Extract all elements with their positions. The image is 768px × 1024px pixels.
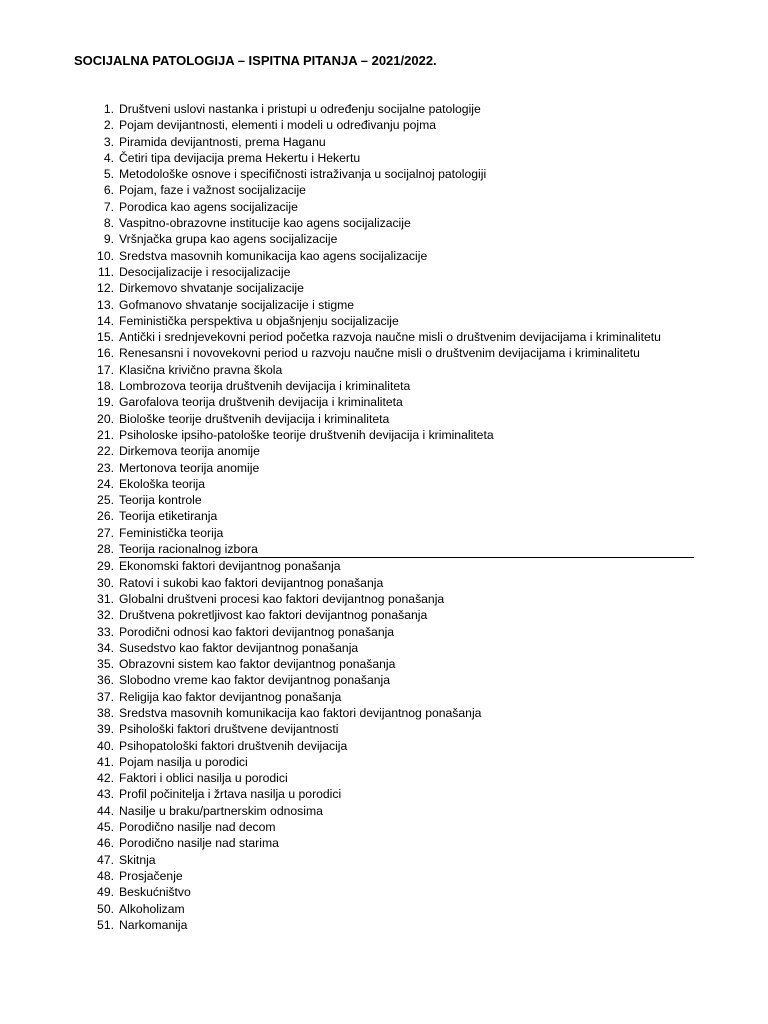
question-item <box>0 215 768 231</box>
question-text: Metodološke osnove i specifičnosti istraživanja u socijalnoj patologiji <box>119 167 487 182</box>
question-item <box>0 884 768 900</box>
question-number: 10. <box>97 248 114 263</box>
question-text: Društveni uslovi nastanka i pristupi u određenju socijalne patologije <box>119 102 481 116</box>
question-item <box>0 868 768 884</box>
question-item <box>0 721 768 737</box>
question-item <box>0 150 768 166</box>
question-item <box>0 689 768 705</box>
question-text: Vaspitno-obrazovne institucije kao agens socijalizacije <box>119 216 411 231</box>
question-item <box>0 575 768 591</box>
question-item <box>0 558 768 574</box>
question-number: 3. <box>103 134 114 149</box>
question-number: 27. <box>97 525 114 540</box>
question-text: Desocijalizacije i resocijalizacije <box>119 264 291 279</box>
question-text: Pojam nasilja u porodici <box>119 754 248 769</box>
question-text: Susedstvo kao faktor devijantnog ponašanja <box>119 640 359 655</box>
question-item <box>0 101 768 117</box>
question-item <box>0 362 768 378</box>
question-item <box>0 508 768 524</box>
question-number: 47. <box>97 852 114 867</box>
question-text: Porodično nasilje nad decom <box>119 820 276 835</box>
question-number: 15. <box>97 330 114 345</box>
question-text: Porodica kao agens socijalizacije <box>119 199 298 214</box>
question-text: Klasična krivično pravna škola <box>119 362 283 377</box>
question-item <box>0 443 768 459</box>
question-text: Vršnjačka grupa kao agens socijalizacije <box>119 232 338 247</box>
question-item <box>0 754 768 770</box>
question-text: Nasilje u braku/partnerskim odnosima <box>119 803 323 818</box>
question-text: Obrazovni sistem kao faktor devijantnog ponašanja <box>119 657 396 672</box>
question-number: 11. <box>97 264 114 279</box>
question-item <box>0 607 768 623</box>
question-number: 33. <box>97 624 114 639</box>
question-item <box>0 525 768 541</box>
question-item <box>0 624 768 640</box>
question-item <box>0 182 768 198</box>
question-text: Lombrozova teorija društvenih devijacija i kriminaliteta <box>119 379 411 394</box>
question-list <box>0 101 768 933</box>
question-text: Slobodno vreme kao faktor devijantnog ponašanja <box>119 673 391 688</box>
question-number: 48. <box>97 868 114 883</box>
question-number: 31. <box>97 591 114 606</box>
question-item <box>0 770 768 786</box>
question-text: Alkoholizam <box>119 901 185 916</box>
question-item <box>0 313 768 329</box>
question-item <box>0 329 768 345</box>
question-item <box>0 640 768 656</box>
question-text: Prosjačenje <box>119 868 183 883</box>
question-item <box>0 378 768 394</box>
question-item <box>0 803 768 819</box>
question-item <box>0 786 768 802</box>
question-text: Pojam, faze i važnost socijalizacije <box>119 183 306 198</box>
question-number: 50. <box>97 901 114 916</box>
question-text: Mertonova teorija anomije <box>119 460 260 475</box>
question-item <box>0 901 768 917</box>
question-number: 26. <box>97 509 114 524</box>
question-text: Biološke teorije društvenih devijacija i kriminaliteta <box>119 411 390 426</box>
question-text: Skitnja <box>119 852 156 867</box>
question-item <box>0 672 768 688</box>
question-item <box>0 705 768 721</box>
question-text: Psiholoske ipsiho-patološke teorije društvenih devijacija i kriminaliteta <box>119 427 494 442</box>
question-number: 46. <box>97 836 114 851</box>
question-text: Globalni društveni procesi kao faktori devijantnog ponašanja <box>119 591 445 606</box>
question-number: 14. <box>97 313 114 328</box>
question-number: 34. <box>97 640 114 655</box>
question-item <box>0 819 768 835</box>
question-number: 38. <box>97 705 114 720</box>
document-title: SOCIJALNA PATOLOGIJA – ISPITNA PITANJA – 2021/2022. <box>74 53 437 68</box>
question-text: Faktori i oblici nasilja u porodici <box>119 771 288 786</box>
question-item <box>0 656 768 672</box>
question-number: 6. <box>103 183 114 198</box>
question-item <box>0 394 768 410</box>
question-item <box>0 411 768 427</box>
question-item <box>0 166 768 182</box>
question-text: Renesansni i novovekovni period u razvoju naučne misli o društvenim devijacijama i kriminalitetu <box>119 346 640 361</box>
question-item <box>0 248 768 264</box>
question-item <box>0 460 768 476</box>
question-text: Sredstva masovnih komunikacija kao faktori devijantnog ponašanja <box>119 705 482 720</box>
question-text: Dirkemovo shvatanje socijalizacije <box>119 281 304 296</box>
question-text: Feministička perspektiva u objašnjenju socijalizacije <box>119 313 399 328</box>
question-item <box>0 117 768 133</box>
question-number: 37. <box>97 689 114 704</box>
question-text: Feministička teorija <box>119 525 224 540</box>
question-number: 1. <box>103 102 114 116</box>
question-item <box>0 852 768 868</box>
question-number: 5. <box>103 167 114 182</box>
question-item <box>0 835 768 851</box>
question-number: 36. <box>97 673 114 688</box>
question-number: 25. <box>97 493 114 508</box>
question-item <box>0 541 768 558</box>
question-number: 4. <box>103 150 114 165</box>
question-number: 30. <box>97 575 114 590</box>
question-item <box>0 199 768 215</box>
question-number: 20. <box>97 411 114 426</box>
question-number: 23. <box>97 460 114 475</box>
question-item <box>0 231 768 247</box>
question-text: Profil počinitelja i žrtava nasilja u porodici <box>119 787 342 802</box>
question-number: 8. <box>103 216 114 231</box>
question-text: Društvena pokretljivost kao faktori devijantnog ponašanja <box>119 608 428 623</box>
question-text: Porodični odnosi kao faktori devijantnog ponašanja <box>119 624 395 639</box>
question-text: Ekološka teorija <box>119 476 206 491</box>
question-text: Beskućništvo <box>119 885 191 900</box>
question-number: 16. <box>97 346 114 361</box>
question-number: 2. <box>103 118 114 133</box>
question-item <box>0 738 768 754</box>
question-text: Psihopatološki faktori društvenih devijacija <box>119 738 348 753</box>
question-text: Sredstva masovnih komunikacija kao agens socijalizacije <box>119 248 428 263</box>
question-number: 12. <box>97 281 114 296</box>
question-number: 44. <box>97 803 114 818</box>
question-text: Garofalova teorija društvenih devijacija i kriminaliteta <box>119 395 403 410</box>
question-text: Porodično nasilje nad starima <box>119 836 279 851</box>
question-number: 43. <box>97 787 114 802</box>
question-number: 24. <box>97 476 114 491</box>
question-item <box>0 591 768 607</box>
question-number: 40. <box>97 738 114 753</box>
question-text: Teorija kontrole <box>119 493 202 508</box>
question-text: Pojam devijantnosti, elementi i modeli u određivanju pojma <box>119 118 437 133</box>
question-text: Gofmanovo shvatanje socijalizacije i stigme <box>119 297 355 312</box>
question-number: 22. <box>97 444 114 459</box>
question-number: 32. <box>97 608 114 623</box>
question-number: 42. <box>97 771 114 786</box>
question-number: 17. <box>97 362 114 377</box>
question-number: 9. <box>103 232 114 247</box>
question-text: Dirkemova teorija anomije <box>119 444 260 459</box>
question-text: Četiri tipa devijacija prema Hekertu i Hekertu <box>119 150 361 165</box>
question-number: 51. <box>97 917 114 932</box>
question-text: Teorija racionalnog izbora <box>119 541 694 558</box>
question-item <box>0 264 768 280</box>
question-number: 29. <box>97 559 114 574</box>
question-number: 45. <box>97 820 114 835</box>
question-text: Ratovi i sukobi kao faktori devijantnog ponašanja <box>119 575 384 590</box>
question-number: 28. <box>97 542 114 557</box>
question-number: 41. <box>97 754 114 769</box>
question-text: Psihološki faktori društvene devijantnosti <box>119 722 339 737</box>
question-text: Ekonomski faktori devijantnog ponašanja <box>119 559 341 574</box>
question-item <box>0 427 768 443</box>
question-text: Antički i srednjevekovni period početka razvoja naučne misli o društvenim devijacijama i kriminalitetu <box>119 330 661 345</box>
question-number: 19. <box>97 395 114 410</box>
question-text: Teorija etiketiranja <box>119 509 218 524</box>
question-item <box>0 917 768 933</box>
question-item <box>0 476 768 492</box>
question-item <box>0 297 768 313</box>
question-number: 35. <box>97 657 114 672</box>
question-text: Narkomanija <box>119 917 188 932</box>
question-text: Religija kao faktor devijantnog ponašanja <box>119 689 342 704</box>
question-number: 18. <box>97 379 114 394</box>
question-number: 13. <box>97 297 114 312</box>
question-number: 49. <box>97 885 114 900</box>
question-number: 7. <box>103 199 114 214</box>
question-item <box>0 492 768 508</box>
question-item <box>0 280 768 296</box>
question-number: 39. <box>97 722 114 737</box>
question-item <box>0 134 768 150</box>
question-number: 21. <box>97 427 114 442</box>
question-item <box>0 345 768 361</box>
question-text: Piramida devijantnosti, prema Haganu <box>119 134 326 149</box>
